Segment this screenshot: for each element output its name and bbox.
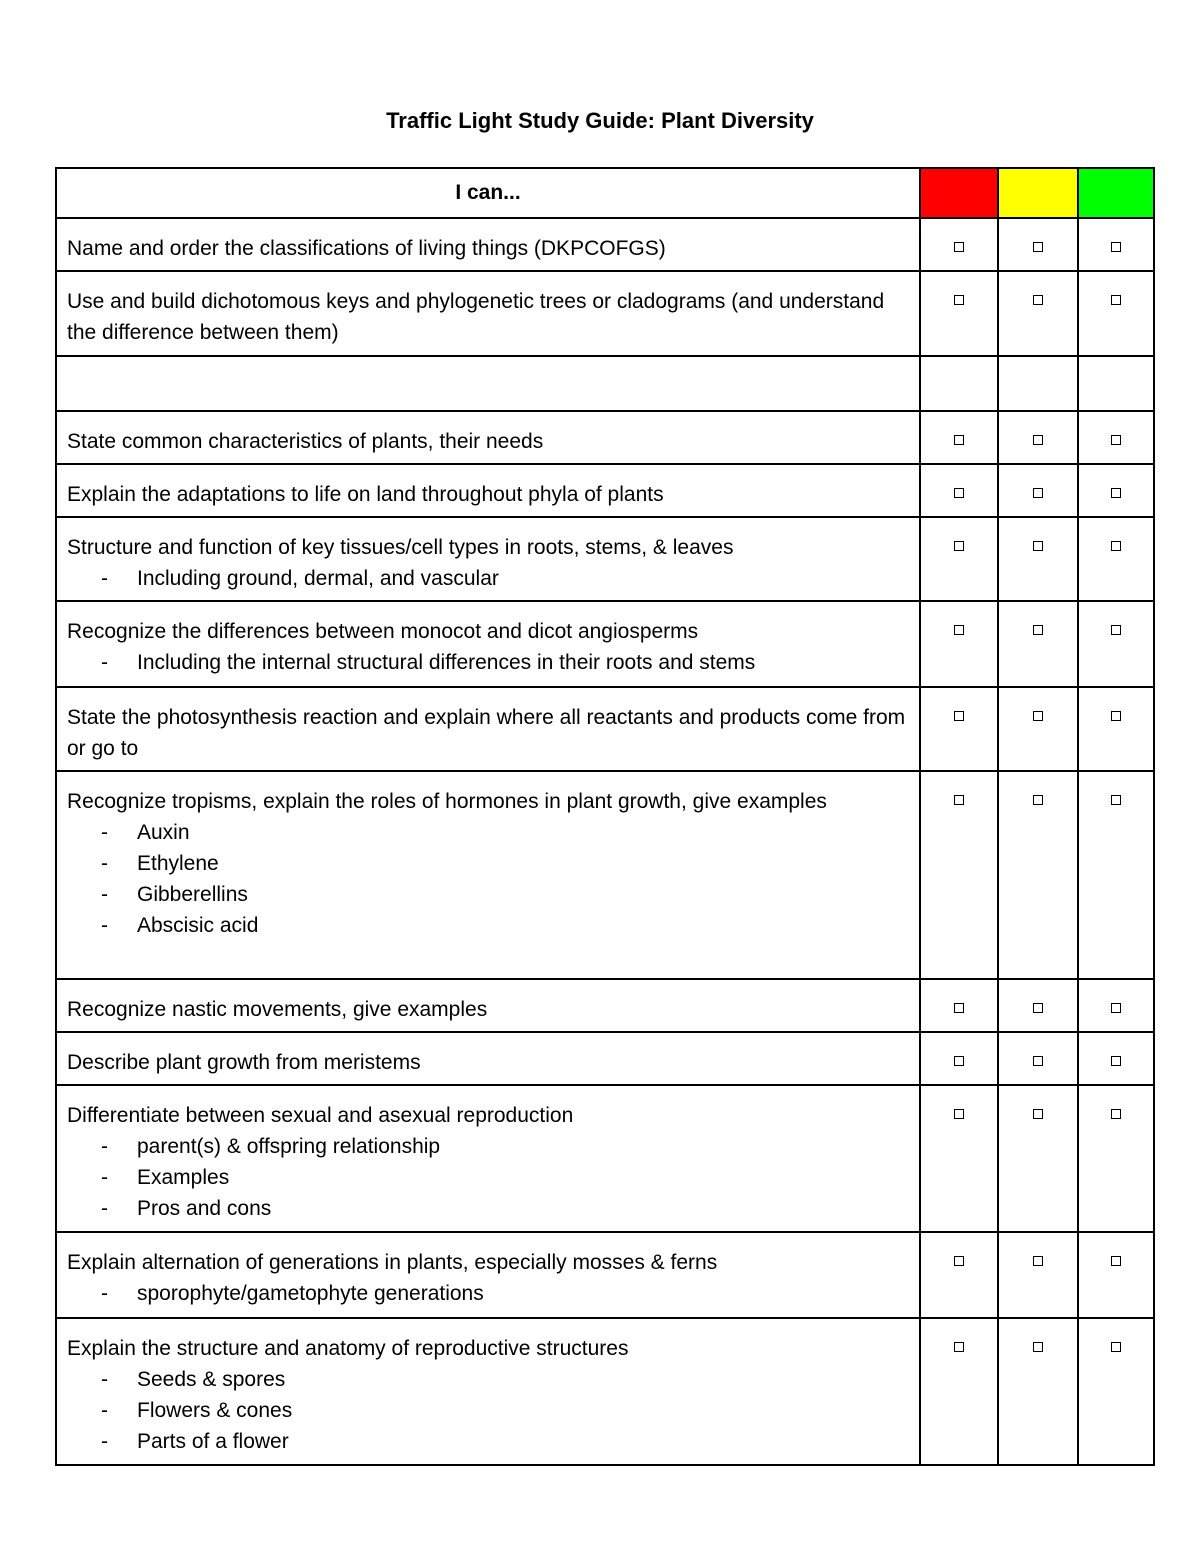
sub-item [67,563,909,594]
green-checkbox[interactable] [1111,795,1121,805]
yellow-rating-cell [998,601,1078,687]
dash-bullet: - [101,651,108,674]
sub-item [67,1131,909,1162]
green-checkbox[interactable] [1111,1342,1121,1352]
item-cell [56,1232,920,1318]
red-checkbox[interactable] [954,541,964,551]
table-row [56,1232,1154,1318]
red-rating-cell [920,1318,998,1465]
green-rating-cell [1078,1232,1154,1318]
item-cell [56,979,920,1032]
item-text: Use and build dichotomous keys and phylogenetic trees or cladograms (and understand the difference between them) [67,290,885,344]
yellow-rating-cell [998,771,1078,979]
item-cell [56,1032,920,1085]
sub-item [67,1278,909,1309]
sub-item-text: Pros and cons [137,1197,272,1220]
yellow-checkbox[interactable] [1033,1056,1043,1066]
sub-item [67,848,909,879]
red-checkbox[interactable] [954,242,964,252]
item-content [57,465,919,510]
item-content [57,272,919,348]
red-checkbox[interactable] [954,295,964,305]
yellow-rating-cell [998,411,1078,464]
green-rating-cell [1078,979,1154,1032]
sub-item-text: Including the internal structural differences in their roots and stems [137,651,756,674]
table-row [56,601,1154,687]
green-checkbox[interactable] [1111,711,1121,721]
table-row [56,1032,1154,1085]
dash-bullet: - [101,1368,108,1391]
yellow-checkbox[interactable] [1033,625,1043,635]
table-row [56,411,1154,464]
item-cell [56,411,920,464]
green-checkbox[interactable] [1111,541,1121,551]
red-checkbox[interactable] [954,1056,964,1066]
green-rating-cell [1078,517,1154,601]
dash-bullet: - [101,852,108,875]
red-checkbox[interactable] [954,435,964,445]
green-rating-cell [1078,1032,1154,1085]
sub-item [67,910,909,941]
item-text: Explain the structure and anatomy of reproductive structures [67,1337,629,1360]
green-checkbox[interactable] [1111,1256,1121,1266]
yellow-light-cell [998,168,1078,218]
red-checkbox[interactable] [954,795,964,805]
sub-item-text: Abscisic acid [137,914,259,937]
sub-item [67,879,909,910]
yellow-rating-cell [998,1232,1078,1318]
yellow-checkbox[interactable] [1033,1003,1043,1013]
red-checkbox[interactable] [954,1256,964,1266]
header-label-cell [56,168,920,218]
red-rating-cell [920,771,998,979]
yellow-rating-cell [998,1032,1078,1085]
green-checkbox[interactable] [1111,1056,1121,1066]
dash-bullet: - [101,1197,108,1220]
item-cell [56,1085,920,1232]
green-rating-cell [1078,601,1154,687]
yellow-checkbox[interactable] [1033,711,1043,721]
item-content [57,688,919,764]
green-rating-cell [1078,411,1154,464]
item-cell [56,687,920,771]
item-text: Structure and function of key tissues/cell types in roots, stems, & leaves [67,536,734,559]
table-row [56,517,1154,601]
red-rating-cell [920,601,998,687]
red-rating-cell [920,271,998,356]
red-checkbox[interactable] [954,1003,964,1013]
item-content [57,1319,919,1457]
green-checkbox[interactable] [1111,1109,1121,1119]
green-rating-cell [1078,687,1154,771]
table-row [56,771,1154,979]
green-rating-cell [1078,464,1154,517]
item-text: Explain alternation of generations in plants, especially mosses & ferns [67,1251,718,1274]
green-light-cell [1078,168,1154,218]
green-rating-cell [1078,356,1154,411]
green-checkbox[interactable] [1111,625,1121,635]
item-cell [56,271,920,356]
sub-item [67,647,909,678]
yellow-checkbox[interactable] [1033,242,1043,252]
green-rating-cell [1078,1318,1154,1465]
yellow-rating-cell [998,356,1078,411]
sub-item-text: Flowers & cones [137,1399,293,1422]
red-rating-cell [920,1032,998,1085]
green-checkbox[interactable] [1111,435,1121,445]
sub-item [67,1426,909,1457]
item-content [57,219,919,264]
item-text: Recognize the differences between monocot and dicot angiosperms [67,620,699,643]
page-title: Traffic Light Study Guide: Plant Diversity [386,108,814,133]
item-content [57,1086,919,1224]
item-text: Describe plant growth from meristems [67,1051,421,1074]
sub-item [67,1162,909,1193]
green-checkbox[interactable] [1111,242,1121,252]
sub-item-text: sporophyte/gametophyte generations [137,1282,484,1305]
item-content [57,1233,919,1309]
yellow-rating-cell [998,464,1078,517]
yellow-rating-cell [998,687,1078,771]
red-light-cell [920,168,998,218]
item-cell [56,1318,920,1465]
item-content [57,980,919,1025]
dash-bullet: - [101,914,108,937]
item-content [57,357,919,371]
dash-bullet: - [101,1282,108,1305]
red-checkbox[interactable] [954,711,964,721]
dash-bullet: - [101,883,108,906]
item-content [57,1033,919,1078]
yellow-rating-cell [998,1318,1078,1465]
sub-item-text: Seeds & spores [137,1368,286,1391]
sub-item-text: Ethylene [137,852,219,875]
sub-item-text: parent(s) & offspring relationship [137,1135,441,1158]
yellow-checkbox[interactable] [1033,1342,1043,1352]
sub-item-text: Auxin [137,821,190,844]
sub-item-text: Parts of a flower [137,1430,289,1453]
dash-bullet: - [101,1399,108,1422]
red-rating-cell [920,218,998,271]
study-guide-table [55,167,1155,1466]
yellow-checkbox[interactable] [1033,488,1043,498]
header-label: I can... [455,181,521,204]
green-checkbox[interactable] [1111,295,1121,305]
item-cell [56,218,920,271]
item-cell [56,464,920,517]
red-rating-cell [920,356,998,411]
yellow-rating-cell [998,1085,1078,1232]
red-checkbox[interactable] [954,488,964,498]
red-rating-cell [920,1085,998,1232]
table-row [56,979,1154,1032]
item-text: State the photosynthesis reaction and explain where all reactants and products come from or go to [67,706,906,760]
green-rating-cell [1078,218,1154,271]
red-rating-cell [920,1232,998,1318]
dash-bullet: - [101,567,108,590]
table-row [56,271,1154,356]
green-checkbox[interactable] [1111,1003,1121,1013]
item-content [57,602,919,678]
sub-item [67,1193,909,1224]
item-content [57,412,919,457]
sub-item-text: Examples [137,1166,230,1189]
dash-bullet: - [101,1166,108,1189]
dash-bullet: - [101,821,108,844]
table-row [56,218,1154,271]
item-text: Recognize tropisms, explain the roles of hormones in plant growth, give examples [67,790,827,813]
green-rating-cell [1078,771,1154,979]
sub-item-text: Gibberellins [137,883,248,906]
item-text: Recognize nastic movements, give examples [67,998,488,1021]
red-rating-cell [920,687,998,771]
red-checkbox[interactable] [954,1342,964,1352]
yellow-rating-cell [998,271,1078,356]
sub-item [67,1395,909,1426]
header-row [56,168,1154,218]
item-text: Differentiate between sexual and asexual reproduction [67,1104,574,1127]
green-checkbox[interactable] [1111,488,1121,498]
item-text: Explain the adaptations to life on land throughout phyla of plants [67,483,664,506]
item-text: State common characteristics of plants, their needs [67,430,544,453]
red-rating-cell [920,517,998,601]
sub-item [67,1364,909,1395]
table-row [56,464,1154,517]
item-content [57,772,919,941]
table-row [56,356,1154,411]
red-checkbox[interactable] [954,625,964,635]
yellow-checkbox[interactable] [1033,435,1043,445]
table-row [56,1318,1154,1465]
yellow-rating-cell [998,517,1078,601]
table-row [56,1085,1154,1232]
item-cell [56,356,920,411]
sub-item-text: Including ground, dermal, and vascular [137,567,499,590]
red-checkbox[interactable] [954,1109,964,1119]
yellow-checkbox[interactable] [1033,795,1043,805]
item-cell [56,601,920,687]
yellow-rating-cell [998,979,1078,1032]
sub-item [67,817,909,848]
dash-bullet: - [101,1430,108,1453]
yellow-checkbox[interactable] [1033,1109,1043,1119]
red-rating-cell [920,979,998,1032]
yellow-checkbox[interactable] [1033,1256,1043,1266]
item-cell [56,517,920,601]
item-cell [56,771,920,979]
dash-bullet: - [101,1135,108,1158]
item-content [57,518,919,594]
yellow-rating-cell [998,218,1078,271]
green-rating-cell [1078,271,1154,356]
red-rating-cell [920,411,998,464]
green-rating-cell [1078,1085,1154,1232]
table-row [56,687,1154,771]
item-text: Name and order the classifications of living things (DKPCOFGS) [67,237,666,260]
red-rating-cell [920,464,998,517]
yellow-checkbox[interactable] [1033,295,1043,305]
yellow-checkbox[interactable] [1033,541,1043,551]
